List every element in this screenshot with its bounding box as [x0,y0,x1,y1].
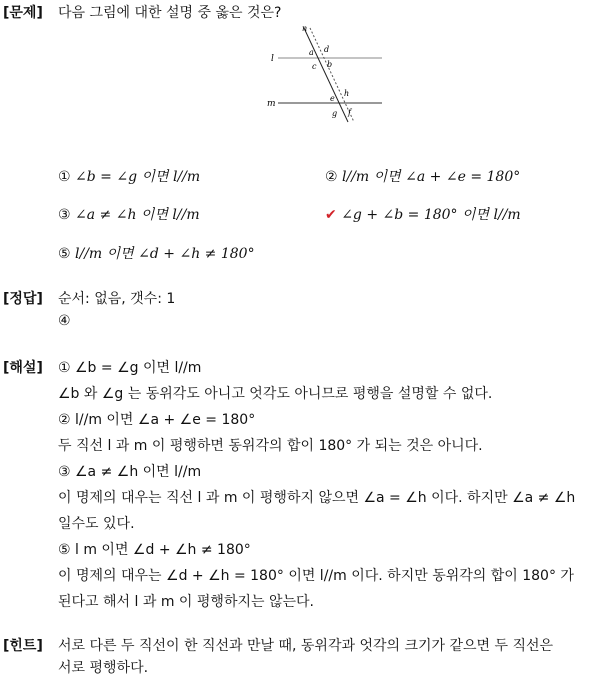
explanation-line: 이 명제의 대우는 ∠d + ∠h = 180° 이면 l//m 이다. 하지만 동위각의 합이 180° 가 [58,568,574,584]
answer-line2: ④ [58,313,71,329]
label-h: h [344,89,350,98]
option-2[interactable] [325,166,520,186]
hint-line: 서로 평행하다. [58,660,149,676]
explanation-line: ① ∠b = ∠g 이면 l//m [58,360,202,376]
option-1-text: ∠b = ∠g 이면 l//m [75,169,201,185]
explanation-line: ⑤ l m 이면 ∠d + ∠h ≠ 180° [58,542,251,558]
answer-line1: 순서: 없음, 갯수: 1 [58,291,176,307]
explanation-line: ∠b 와 ∠g 는 동위각도 아니고 엇각도 아니므로 평행을 설명할 수 없다. [58,386,493,402]
explanation-line: ③ ∠a ≠ ∠h 이면 l//m [58,464,202,480]
option-4-text: ∠g + ∠b = 180° 이면 l//m [341,207,521,223]
hint-tag: [힌트] [3,638,43,654]
geometry-figure [264,22,394,127]
explanation-line: 일수도 있다. [58,516,135,532]
option-4[interactable] [325,204,521,224]
explanation-tag: [해설] [3,360,43,376]
option-2-text: l//m 이면 ∠a + ∠e = 180° [342,169,521,185]
answer-tag: [정답] [3,291,43,307]
option-3[interactable] [58,204,200,224]
hint-line: 서로 다른 두 직선이 한 직선과 만날 때, 동위각과 엇각의 크기가 같으면 두 직선은 [58,638,554,654]
option-1-marker: ① [58,169,71,185]
option-5[interactable] [58,243,255,263]
label-g: g [332,109,338,118]
explanation-line: 두 직선 l 과 m 이 평행하면 동위각의 합이 180° 가 되는 것은 아니다. [58,438,483,454]
label-d: d [324,45,330,54]
line-n [304,28,348,122]
question-text: 다음 그림에 대한 설명 중 옳은 것은? [58,5,282,21]
label-l: l [271,54,274,64]
label-n: n [302,24,308,33]
correct-check-icon: ✔ [325,207,337,223]
question-tag: [문제] [3,5,43,21]
label-e: e [330,94,335,103]
option-5-text: l//m 이면 ∠d + ∠h ≠ 180° [75,246,255,262]
explanation-line: 된다고 해서 l 과 m 이 평행하지는 않는다. [58,594,314,610]
label-c: c [312,62,317,71]
label-a: a [309,48,314,57]
option-3-marker: ③ [58,207,71,223]
option-1[interactable] [58,166,200,186]
label-m: m [267,99,276,109]
option-2-marker: ② [325,169,338,185]
label-f: f [348,108,351,117]
option-5-marker: ⑤ [58,246,71,262]
option-3-text: ∠a ≠ ∠h 이면 l//m [75,207,200,223]
explanation-line: 이 명제의 대우는 직선 l 과 m 이 평행하지 않으면 ∠a = ∠h 이다. 하지만 ∠a ≠ ∠h [58,490,576,506]
label-b: b [327,60,333,69]
explanation-line: ② l//m 이면 ∠a + ∠e = 180° [58,412,256,428]
